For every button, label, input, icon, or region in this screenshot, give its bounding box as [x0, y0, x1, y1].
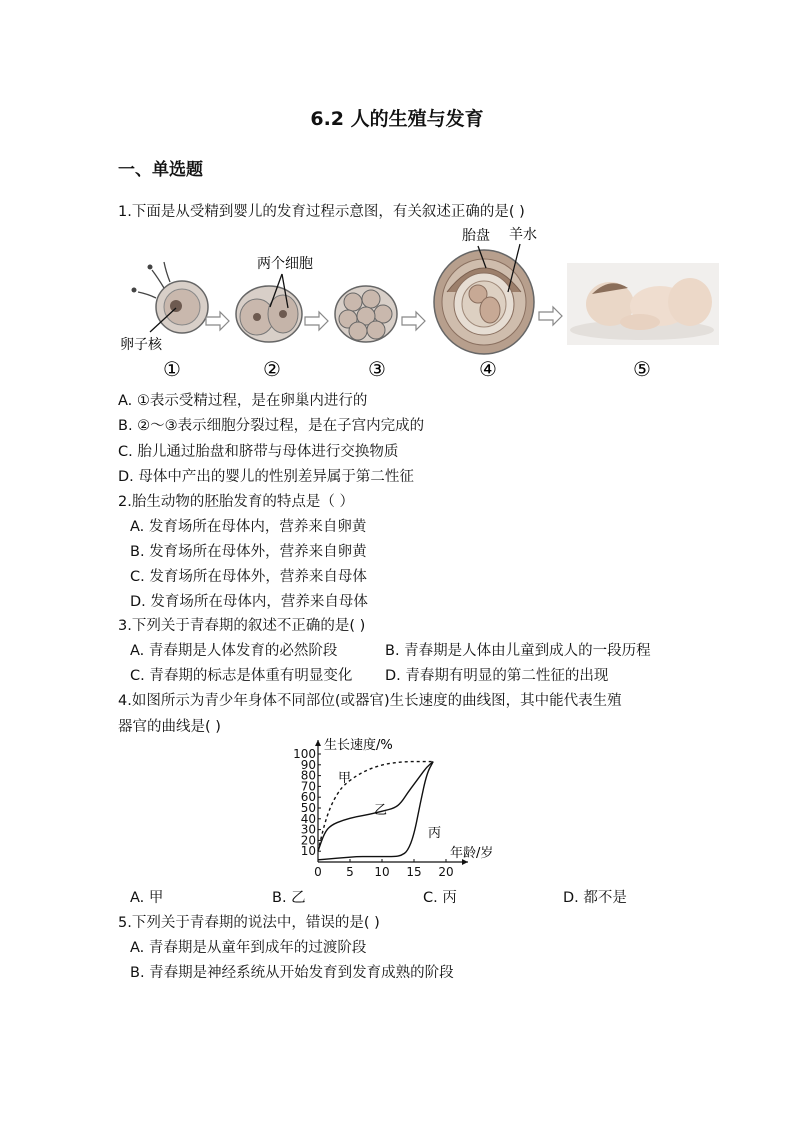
stage-5-baby-photo — [567, 263, 719, 345]
y-axis-arrow-icon — [315, 740, 321, 746]
series-label-jia: 甲 — [338, 771, 352, 786]
question-4-option-a[interactable]: A. 甲 — [130, 890, 164, 906]
label-amniotic-fluid: 羊水 — [509, 227, 537, 243]
question-4-option-b[interactable]: B. 乙 — [272, 890, 306, 906]
question-2-option-d[interactable]: D. 发育场所在母体内，营养来自母体 — [130, 594, 368, 610]
x-tick-label: 5 — [346, 865, 354, 879]
y-tick-label: 20 — [300, 833, 316, 848]
y-tick-label: 70 — [300, 779, 316, 794]
x-tick-label: 10 — [374, 865, 390, 879]
label-two-cells: 两个细胞 — [257, 256, 313, 272]
x-tick-label: 0 — [314, 865, 322, 879]
page-title: 6.2 人的生殖与发育 — [310, 108, 484, 130]
stage-number-2: ② — [263, 357, 281, 381]
question-2-option-a[interactable]: A. 发育场所在母体内，营养来自卵黄 — [130, 519, 367, 535]
x-tick-label: 15 — [406, 865, 422, 879]
question-3-stem: 3.下列关于青春期的叙述不正确的是( ) — [118, 618, 366, 634]
stage-number-1: ① — [163, 357, 181, 381]
question-1-option-d[interactable]: D. 母体中产出的婴儿的性别差异属于第二性征 — [118, 469, 414, 485]
stage-number-4: ④ — [479, 357, 497, 381]
question-3-option-b[interactable]: B. 青春期是人体由儿童到成人的一段历程 — [385, 643, 651, 659]
question-1-option-c[interactable]: C. 胎儿通过胎盘和脐带与母体进行交换物质 — [118, 444, 399, 460]
y-tick-label: 100 — [293, 747, 316, 761]
stage-number-3: ③ — [368, 357, 386, 381]
y-tick-label: 40 — [300, 811, 316, 826]
question-2-option-b[interactable]: B. 发育场所在母体外，营养来自卵黄 — [130, 544, 367, 560]
question-1-option-b[interactable]: B. ②～③表示细胞分裂过程，是在子宫内完成的 — [118, 418, 425, 434]
arrow-icon — [206, 312, 229, 330]
section-heading: 一、单选题 — [118, 160, 203, 180]
question-5-option-b[interactable]: B. 青春期是神经系统从开始发育到发育成熟的阶段 — [130, 965, 454, 981]
question-3-option-a[interactable]: A. 青春期是人体发育的必然阶段 — [130, 643, 338, 659]
question-5-stem: 5.下列关于青春期的说法中，错误的是( ) — [118, 915, 380, 931]
stage-2-two-cells — [236, 286, 302, 342]
question-3-option-c[interactable]: C. 青春期的标志是体重有明显变化 — [130, 668, 353, 684]
series-label-bing: 丙 — [428, 826, 442, 841]
question-4-option-c[interactable]: C. 丙 — [423, 890, 457, 906]
stage-4-fetus — [434, 250, 534, 354]
question-5-option-a[interactable]: A. 青春期是从童年到成年的过渡阶段 — [130, 940, 367, 956]
label-nucleus: 卵子核 — [120, 337, 162, 353]
question-1-stem: 1.下面是从受精到婴儿的发育过程示意图，有关叙述正确的是( ) — [118, 204, 525, 220]
arrow-icon — [402, 312, 425, 330]
arrow-icon — [305, 312, 328, 330]
series-label-yi: 乙 — [374, 803, 388, 818]
label-placenta: 胎盘 — [462, 228, 490, 244]
stage-number-5: ⑤ — [633, 357, 651, 381]
development-diagram — [112, 222, 722, 382]
growth-rate-chart — [290, 734, 520, 884]
y-tick-label: 80 — [300, 768, 316, 783]
question-3-option-d[interactable]: D. 青春期有明显的第二性征的出现 — [385, 668, 609, 684]
arrow-icon — [539, 307, 562, 325]
question-4-stem-line-2: 器官的曲线是( ) — [118, 719, 221, 735]
y-tick-label: 50 — [300, 801, 316, 815]
stage-3-cell-cluster — [335, 286, 397, 342]
stage-1-egg — [132, 262, 209, 333]
chart-xlabel: 年龄/岁 — [450, 846, 494, 861]
y-tick-label: 90 — [300, 757, 316, 772]
x-tick-label: 20 — [438, 865, 454, 879]
y-tick-label: 10 — [300, 844, 316, 859]
question-1-option-a[interactable]: A. ①表示受精过程，是在卵巢内进行的 — [118, 393, 368, 409]
y-tick-label: 30 — [300, 822, 316, 837]
question-2-option-c[interactable]: C. 发育场所在母体外，营养来自母体 — [130, 569, 367, 585]
chart-ylabel: 生长速度/% — [324, 738, 393, 753]
question-2-stem: 2.胎生动物的胚胎发育的特点是（ ） — [118, 494, 354, 510]
question-4-stem-line-1: 4.如图所示为青少年身体不同部位(或器官)生长速度的曲线图，其中能代表生殖 — [118, 693, 622, 709]
question-4-option-d[interactable]: D. 都不是 — [563, 890, 627, 906]
y-tick-label: 60 — [300, 790, 316, 805]
